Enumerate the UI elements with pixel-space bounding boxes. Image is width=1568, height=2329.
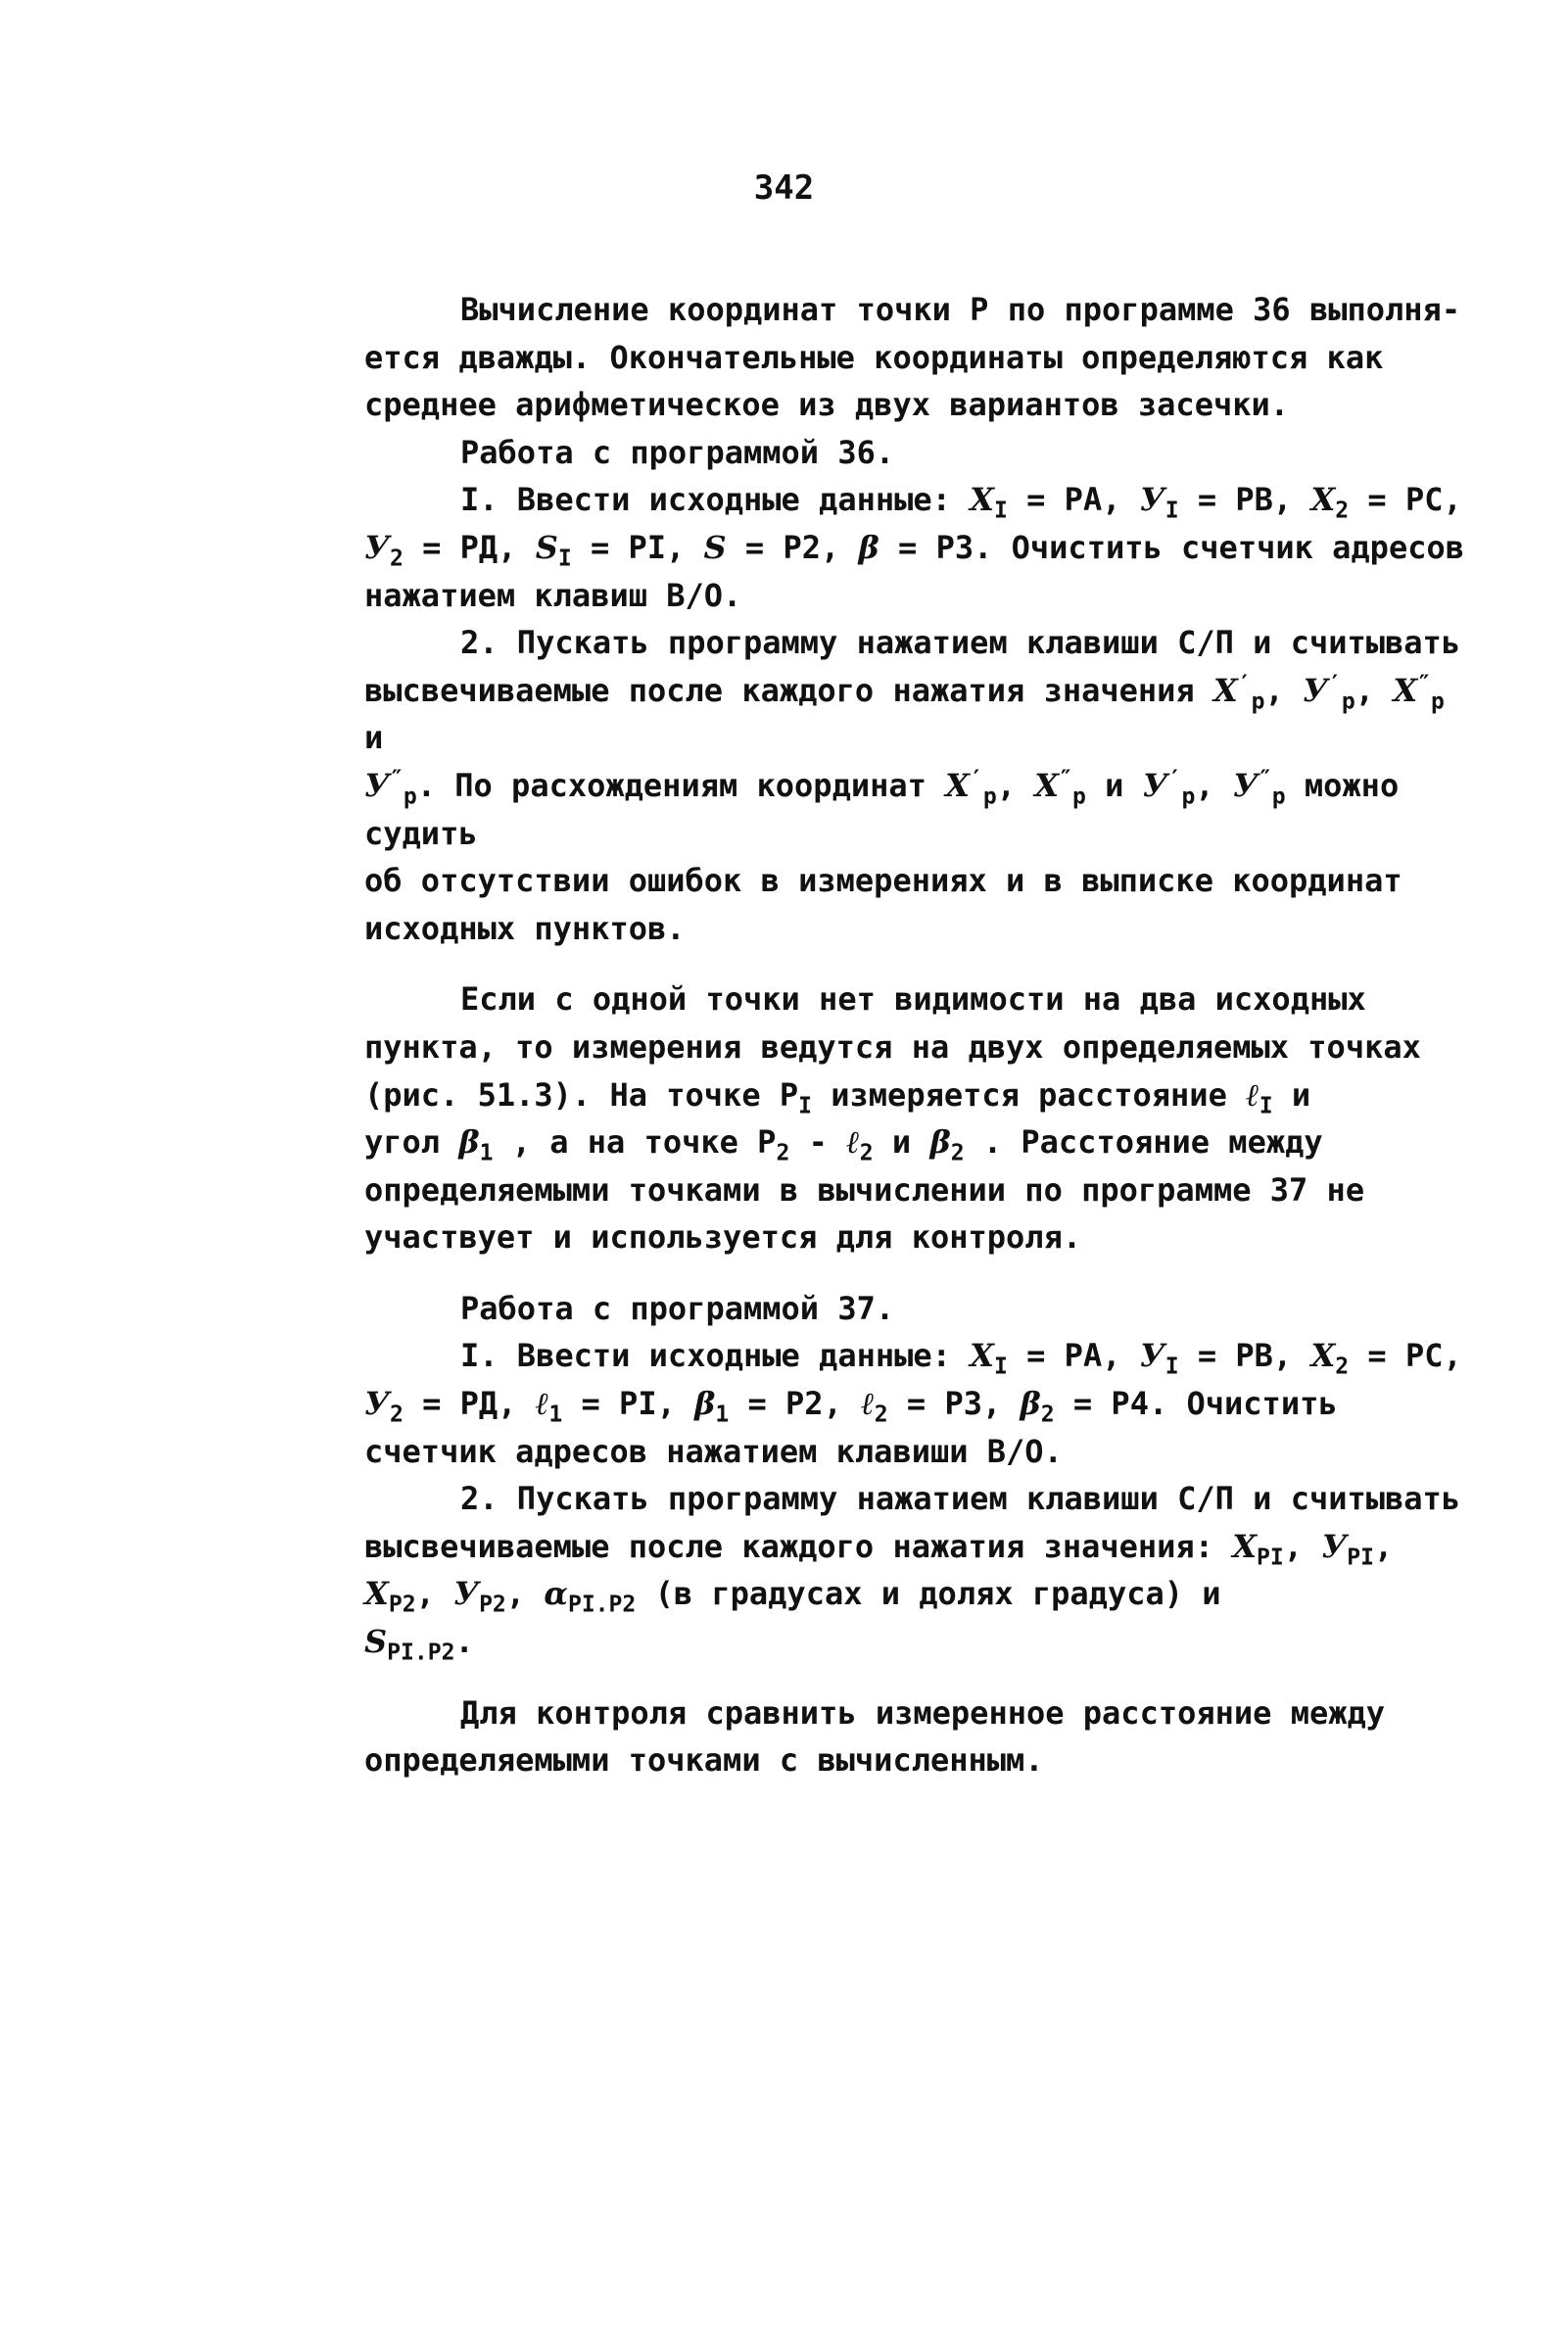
paragraph-line: 2. Пускать программу нажатием клавиши С/П и считывать	[460, 1480, 1461, 1518]
paragraph-line: Вычисление координат точки Р по программе 36 выполня-	[460, 291, 1461, 328]
paragraph-line: Если с одной точки нет видимости на два исходных	[460, 980, 1366, 1019]
paragraph-line: высвечиваемые после каждого нажатия значения: $X_{PI}$, $У_{PI}$,	[364, 1527, 1394, 1571]
paragraph-line: $X_{P2}$, $У_{P2}$, $\alpha_{PI.P2}$ (в градусах и долях градуса) и	[364, 1575, 1221, 1618]
body-text	[364, 286, 1481, 1784]
paragraph-line: ется дважды. Окончательные координаты определяются как	[364, 338, 1384, 376]
paragraph-line: $S_{PI.P2}$.	[364, 1623, 474, 1666]
paragraph-line: $У_2$ = РД, ℓ$_1$ = PI, $\beta_1 = P2$, ℓ$_2$ = P3, $\beta_2 = P4$. Очистить	[364, 1385, 1338, 1428]
paragraph-line: I. Ввести исходные данные: $X_I$ = PA, $У_I$ = PB, $X_2$ = PC,	[460, 481, 1462, 524]
paragraph-line: I. Ввести исходные данные: $X_I$ = PA, $У_I$ = PB, $X_2$ = PC,	[460, 1337, 1462, 1380]
paragraph-line: нажатием клавиш В/О.	[364, 576, 742, 614]
paragraph-line: участвует и используется для контроля.	[364, 1218, 1082, 1257]
paragraph-line: определяемыми точками в вычислении по программе 37 не	[364, 1170, 1365, 1209]
paragraph-line: 2. Пускать программу нажатием клавиши С/П и считывать	[460, 624, 1461, 662]
paragraph-line: пункта, то измерения ведутся на двух определяемых точках	[364, 1027, 1421, 1066]
paragraph-line: $У_2$ = РД, $S_I$ = PI, S = P2, β = P3. Очистить счетчик адресов	[364, 528, 1464, 572]
paragraph-line: определяемыми точками с вычисленным.	[364, 1741, 1044, 1780]
paragraph-line: $У''_p$. По расхождениям координат $X'_p$, $X''_p$ и $У'_p$, $У''_p$ можно судить	[364, 766, 1400, 852]
section-heading: Работа с программой 37.	[460, 1289, 895, 1327]
paragraph-line: исходных пунктов.	[364, 909, 686, 947]
section-heading: Работа с программой 36.	[460, 433, 895, 471]
paragraph-line: об отсутствии ошибок в измерениях и в выписке координат	[364, 862, 1402, 900]
paragraph-line: угол $\beta_1$ , а на точке $P_2$ - ℓ$_2$ и $\beta_2$ . Расстояние между	[364, 1123, 1323, 1166]
paragraph-line: (рис. 51.3). На точке $P_I$ измеряется расстояние ℓ$_I$ и	[364, 1075, 1311, 1118]
paragraph-line: среднее арифметическое из двух вариантов засечки.	[364, 386, 1290, 424]
paragraph-line: счетчик адресов нажатием клавиши В/О.	[364, 1432, 1063, 1470]
paragraph-line: высвечиваемые после каждого нажатия значения $X'_p$, $У'_p$, $X''_p$ и	[364, 671, 1445, 757]
paragraph-line: Для контроля сравнить измеренное расстояние между	[460, 1693, 1386, 1732]
page-number: 342	[753, 168, 815, 208]
